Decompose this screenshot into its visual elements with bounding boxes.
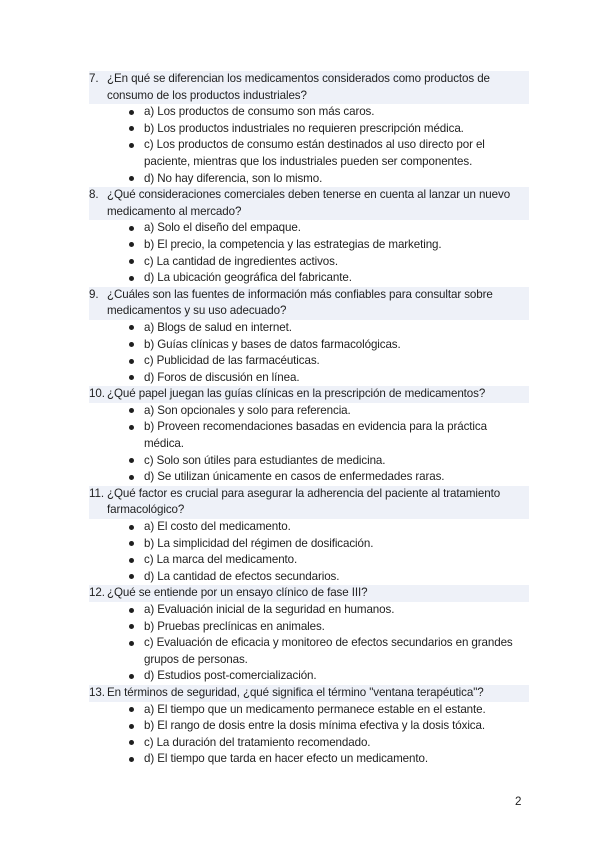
bullet-icon [129,242,134,247]
option-text: b) La simplicidad del régimen de dosificación. [144,536,374,550]
bullet-icon [129,126,134,131]
question-number: 12. [89,586,105,600]
question-text [89,585,529,602]
option-text: d) Estudios post-comercialización. [144,669,317,683]
bullet-icon [129,757,134,762]
option-b [89,237,529,254]
option-text: d) La cantidad de efectos secundarios. [144,569,340,583]
bullet-icon [129,176,134,181]
option-text: c) La cantidad de ingredientes activos. [144,254,338,268]
option-b [89,121,529,138]
option-text: a) Solo el diseño del empaque. [144,221,301,235]
option-a [89,702,529,719]
question-text [89,71,529,104]
bullet-icon [129,541,134,546]
bullet-icon [129,740,134,745]
option-a [89,220,529,237]
question-body: ¿Qué se entiende por un ensayo clínico de fase III? [107,586,368,600]
option-text: a) Los productos de consumo son más caros. [144,105,375,119]
question-number: 9. [89,287,99,301]
question-13 [89,685,529,768]
option-d [89,270,529,287]
option-b [89,619,529,636]
bullet-icon [129,259,134,264]
bullet-icon [129,143,134,148]
bullet-icon [129,408,134,413]
question-text [89,685,529,702]
option-d [89,569,529,586]
question-12 [89,585,529,685]
option-c [89,353,529,370]
options-list [89,403,529,486]
option-text: c) Publicidad de las farmacéuticas. [144,354,320,368]
question-body: ¿Qué papel juegan las guías clínicas en la prescripción de medicamentos? [107,387,486,401]
option-b [89,419,529,452]
option-c [89,552,529,569]
option-c [89,635,529,668]
options-list [89,519,529,585]
question-number: 8. [89,188,99,202]
option-a [89,320,529,337]
bullet-icon [129,558,134,563]
question-number: 10. [89,387,105,401]
question-9 [89,287,529,387]
question-body: ¿En qué se diferencian los medicamentos considerados como productos de consumo de los productos industriales? [107,72,490,102]
question-number: 7. [89,72,99,85]
bullet-icon [129,342,134,347]
bullet-icon [129,641,134,646]
options-list [89,104,529,187]
option-text: c) Los productos de consumo están destinados al uso directo por el paciente, mientras que los industriales pueden ser componentes. [144,138,485,168]
options-list [89,320,529,386]
options-list [89,602,529,685]
option-a [89,403,529,420]
option-c [89,453,529,470]
option-b [89,337,529,354]
bullet-icon [129,226,134,231]
question-number: 11. [89,486,104,500]
option-text: a) Blogs de salud en internet. [144,320,292,334]
options-list [89,220,529,286]
option-text: c) La marca del medicamento. [144,553,298,567]
bullet-icon [129,707,134,712]
bullet-icon [129,674,134,679]
option-a [89,104,529,121]
option-text: c) Evaluación de eficacia y monitoreo de efectos secundarios en grandes grupos de personas. [144,636,513,666]
question-7 [89,71,529,187]
option-b [89,536,529,553]
question-10 [89,386,529,486]
bullet-icon [129,574,134,579]
option-text: d) La ubicación geográfica del fabricante. [144,271,352,285]
question-text [89,187,529,220]
question-text [89,386,529,403]
bullet-icon [129,608,134,613]
bullet-icon [129,724,134,729]
option-c [89,735,529,752]
bullet-icon [129,359,134,364]
question-number: 13. [89,685,105,699]
question-body: ¿Qué consideraciones comerciales deben tenerse en cuenta al lanzar un nuevo medicamento al mercado? [107,188,511,218]
option-d [89,370,529,387]
bullet-icon [129,458,134,463]
option-text: a) Evaluación inicial de la seguridad en humanos. [144,603,395,616]
option-text: b) Proveen recomendaciones basadas en evidencia para la práctica médica. [144,420,487,451]
option-text: c) Solo son útiles para estudiantes de medicina. [144,453,386,467]
option-text: d) El tiempo que tarda en hacer efecto un medicamento. [144,752,428,766]
bullet-icon [129,110,134,115]
question-11 [89,486,529,586]
option-text: a) El tiempo que un medicamento permanece estable en el estante. [144,702,486,716]
option-text: a) El costo del medicamento. [144,520,291,534]
bullet-icon [129,425,134,430]
option-d [89,469,529,486]
option-a [89,602,529,619]
bullet-icon [129,276,134,281]
option-text: d) Se utilizan únicamente en casos de enfermedades raras. [144,470,445,484]
option-d [89,751,529,768]
bullet-icon [129,525,134,530]
question-body: ¿Cuáles son las fuentes de información más confiables para consultar sobre medicamentos y su uso adecuado? [107,287,493,318]
bullet-icon [129,475,134,480]
bullet-icon [129,325,134,330]
option-b [89,718,529,735]
option-text: d) No hay diferencia, son lo mismo. [144,171,323,185]
option-a [89,519,529,536]
option-text: a) Son opcionales y solo para referencia. [144,403,351,417]
question-list [89,71,529,768]
question-text [89,486,529,519]
bullet-icon [129,375,134,380]
option-d [89,668,529,685]
page-number: 2 [515,795,522,808]
option-text: d) Foros de discusión en línea. [144,370,300,384]
option-d [89,171,529,188]
option-text: b) Pruebas preclínicas en animales. [144,619,325,633]
question-body: En términos de seguridad, ¿qué significa el término "ventana terapéutica"? [107,685,484,699]
options-list [89,702,529,768]
option-c [89,137,529,170]
bullet-icon [129,624,134,629]
option-text: b) El precio, la competencia y las estrategias de marketing. [144,237,442,251]
option-c [89,254,529,271]
option-text: b) El rango de dosis entre la dosis mínima efectiva y la dosis tóxica. [144,719,485,733]
question-8 [89,187,529,287]
option-text: c) La duración del tratamiento recomendado. [144,735,371,749]
question-body: ¿Qué factor es crucial para asegurar la adherencia del paciente al tratamiento farmacológico? [107,486,501,517]
question-text [89,287,529,320]
option-text: b) Guías clínicas y bases de datos farmacológicas. [144,337,401,351]
option-text: b) Los productos industriales no requieren prescripción médica. [144,121,464,135]
